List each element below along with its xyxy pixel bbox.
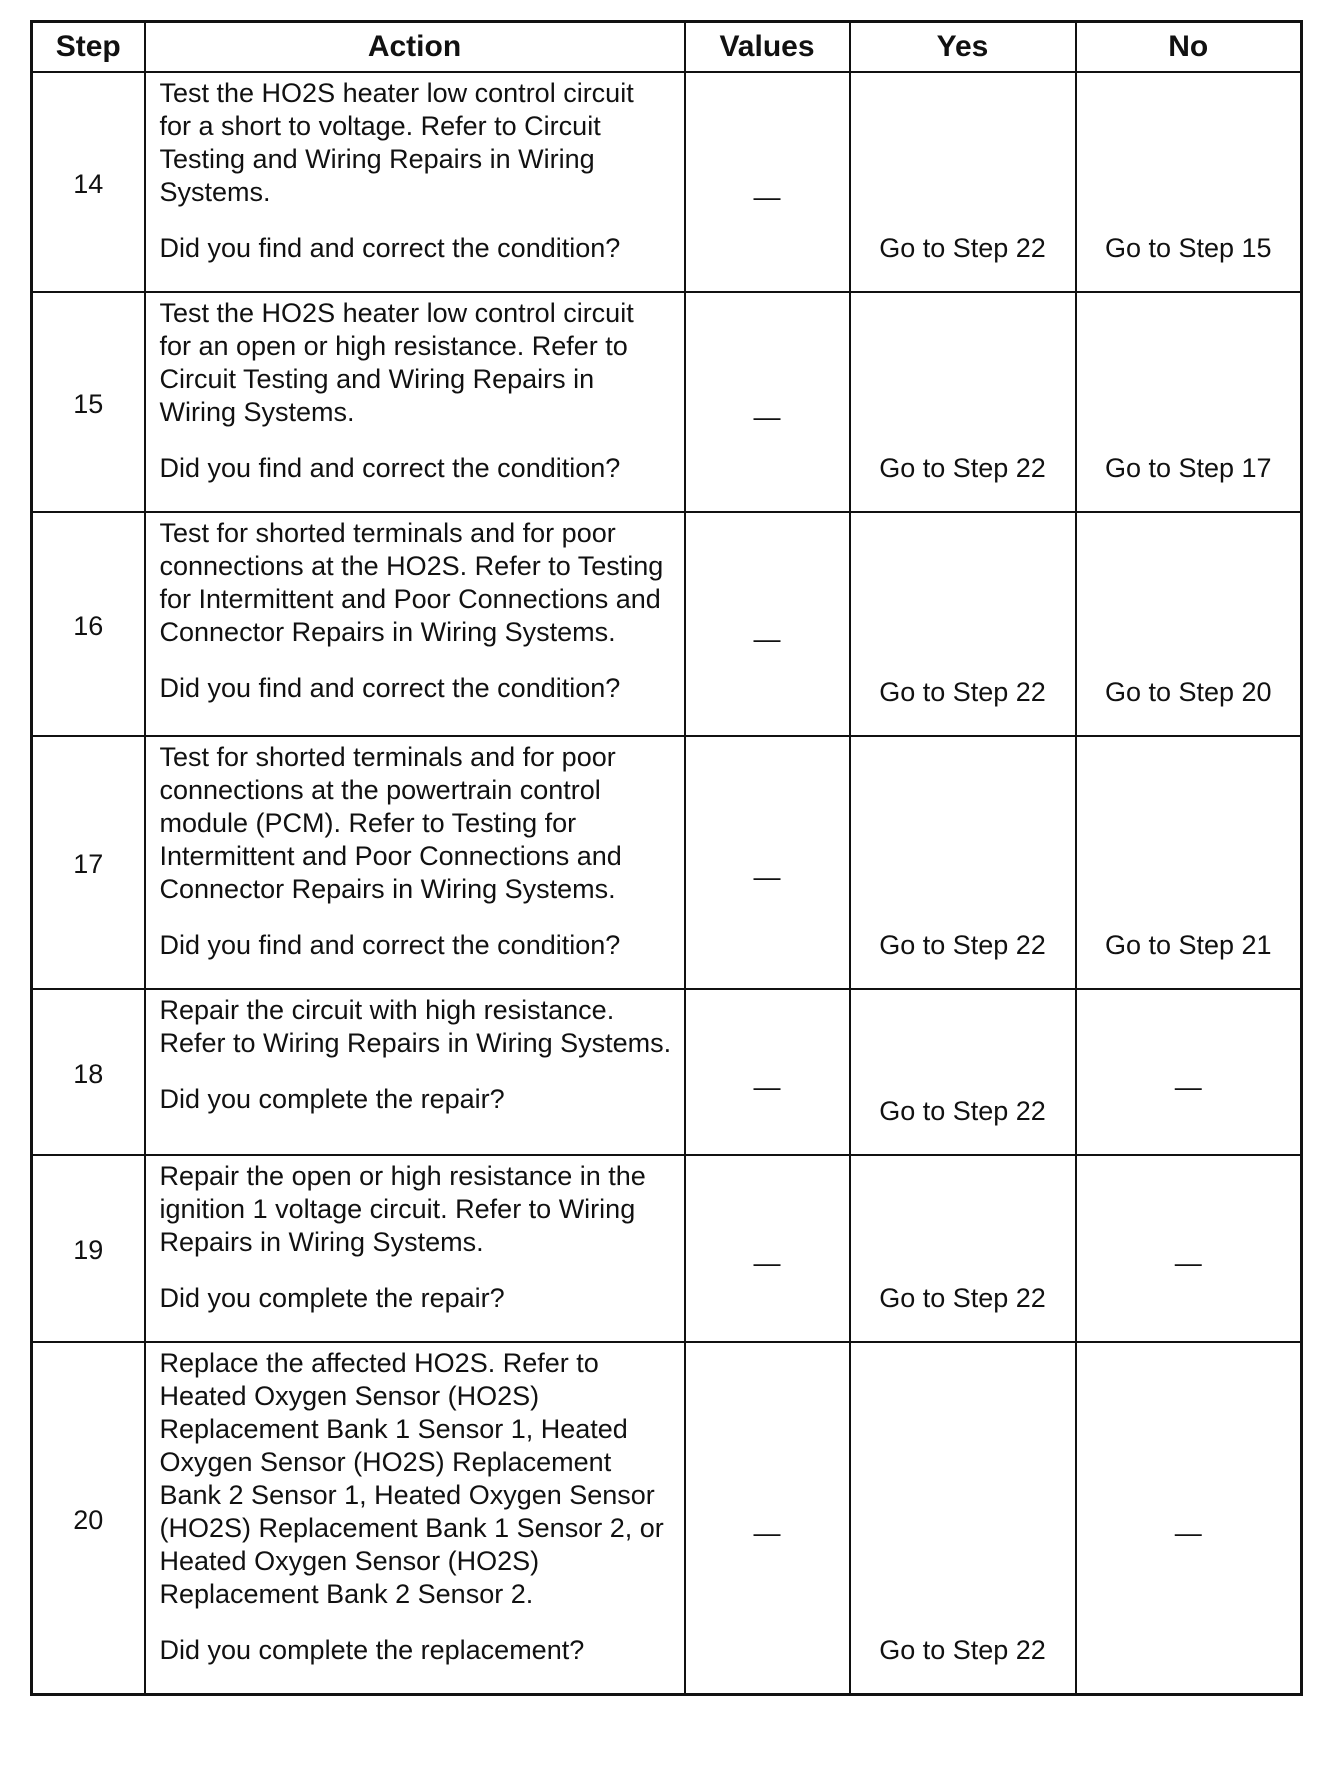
header-yes: Yes (850, 22, 1076, 73)
no-cell: Go to Step 20 (1076, 512, 1302, 736)
step-number: 17 (32, 736, 145, 989)
yes-cell: Go to Step 22 (850, 1155, 1076, 1342)
header-row (32, 22, 1302, 73)
yes-cell: Go to Step 22 (850, 72, 1076, 292)
no-cell: Go to Step 17 (1076, 292, 1302, 512)
step-number: 20 (32, 1342, 145, 1695)
action-cell (145, 736, 685, 989)
header-no: No (1076, 22, 1302, 73)
no-cell: Go to Step 15 (1076, 72, 1302, 292)
values-cell: — (685, 292, 850, 512)
action-text: Repair the open or high resistance in the ignition 1 voltage circuit. Refer to Wiring Repairs in Wiring Systems. (159, 1161, 646, 1257)
action-text: Test the HO2S heater low control circuit for a short to voltage. Refer to Circuit Testing and Wiring Repairs in Wiring Systems. (159, 78, 634, 207)
step-number: 14 (32, 72, 145, 292)
action-cell (145, 512, 685, 736)
action-cell (145, 1342, 685, 1695)
step-number: 15 (32, 292, 145, 512)
action-question: Did you complete the replacement? (159, 1635, 585, 1665)
yes-cell: Go to Step 22 (850, 512, 1076, 736)
header-step: Step (32, 22, 145, 73)
table-row (32, 72, 1302, 292)
values-cell: — (685, 1342, 850, 1695)
table-row (32, 292, 1302, 512)
yes-cell: Go to Step 22 (850, 989, 1076, 1155)
table-row (32, 1155, 1302, 1342)
no-cell: — (1076, 989, 1302, 1155)
diagnostic-table (30, 20, 1303, 1696)
no-cell: — (1076, 1155, 1302, 1342)
action-text: Replace the affected HO2S. Refer to Heated Oxygen Sensor (HO2S) Replacement Bank 1 Sensor 1, Heated Oxygen Sensor (HO2S) Replacement Bank 2 Sensor 1, Heated Oxygen Sensor (HO2S) Replacement Bank 1 Sensor 2, or Heated Oxygen Sensor (HO2S) Replacement Bank 2 Sensor 2. (159, 1348, 664, 1609)
action-question: Did you find and correct the condition? (159, 673, 621, 703)
table-row (32, 1342, 1302, 1695)
action-text: Test for shorted terminals and for poor connections at the powertrain control module (PCM). Refer to Testing for Intermittent and Poor Connections and Connector Repairs in Wiring Systems. (159, 742, 622, 904)
action-cell (145, 72, 685, 292)
yes-cell: Go to Step 22 (850, 1342, 1076, 1695)
action-cell (145, 1155, 685, 1342)
values-cell: — (685, 1155, 850, 1342)
action-question: Did you find and correct the condition? (159, 930, 621, 960)
yes-cell: Go to Step 22 (850, 292, 1076, 512)
values-cell: — (685, 72, 850, 292)
values-cell: — (685, 736, 850, 989)
values-cell: — (685, 989, 850, 1155)
action-cell (145, 989, 685, 1155)
action-text: Test for shorted terminals and for poor connections at the HO2S. Refer to Testing for Intermittent and Poor Connections and Connector Repairs in Wiring Systems. (159, 518, 664, 647)
action-question: Did you find and correct the condition? (159, 453, 621, 483)
no-cell: — (1076, 1342, 1302, 1695)
table-row (32, 989, 1302, 1155)
no-cell: Go to Step 21 (1076, 736, 1302, 989)
step-number: 19 (32, 1155, 145, 1342)
step-number: 16 (32, 512, 145, 736)
table-row (32, 512, 1302, 736)
action-question: Did you find and correct the condition? (159, 233, 621, 263)
header-action: Action (145, 22, 685, 73)
action-text: Test the HO2S heater low control circuit for an open or high resistance. Refer to Circuit Testing and Wiring Repairs in Wiring Systems. (159, 298, 634, 427)
action-question: Did you complete the repair? (159, 1084, 505, 1114)
action-question: Did you complete the repair? (159, 1283, 505, 1313)
header-values: Values (685, 22, 850, 73)
action-cell (145, 292, 685, 512)
values-cell: — (685, 512, 850, 736)
table-row (32, 736, 1302, 989)
yes-cell: Go to Step 22 (850, 736, 1076, 989)
step-number: 18 (32, 989, 145, 1155)
action-text: Repair the circuit with high resistance. Refer to Wiring Repairs in Wiring Systems. (159, 995, 672, 1058)
